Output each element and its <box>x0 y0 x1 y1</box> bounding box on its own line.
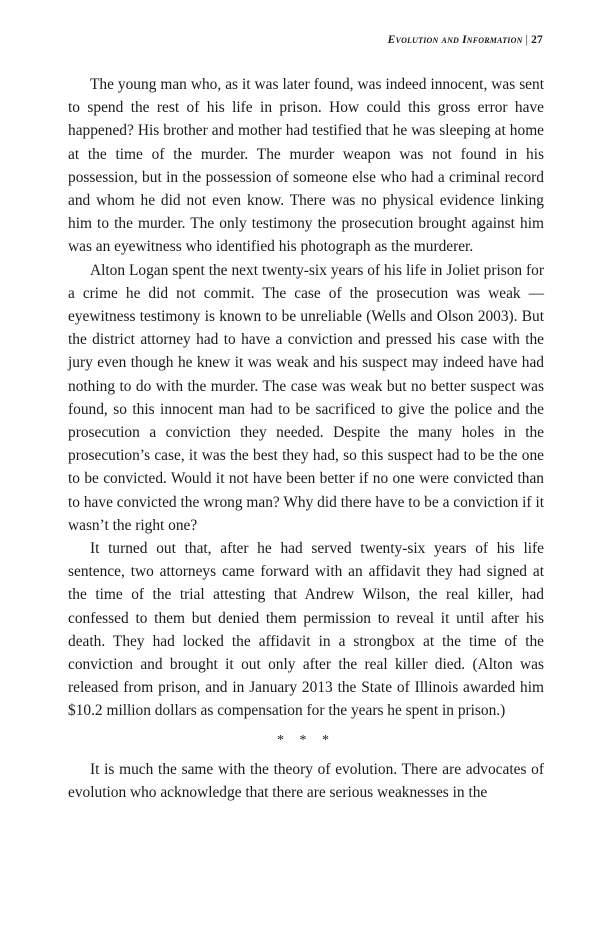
paragraph-4: It is much the same with the theory of evolution. There are advocates of evolution who acknowledge that there are serious weaknesses in the <box>68 760 544 801</box>
body-text <box>68 73 544 804</box>
paragraph-3: It turned out that, after he had served twenty-six years of his life sentence, two attorneys came forward with an affidavit they had signed at the time of the trial attesting that Andrew Wilson, the real killer, had confessed to them but denied them permission to reveal it until after his death. They had locked the affidavit in a strongbox at the time of the conviction and brought it out only after the real killer died. (Alton was released from prison, and in January 2013 the State of Illinois awarded him $10.2 million dollars as compensation for the years he spent in prison.) <box>68 540 544 720</box>
page-number: 27 <box>531 34 543 46</box>
section-break: * * * <box>277 732 335 748</box>
paragraph-1: The young man who, as it was later found, was indeed innocent, was sent to spend the rest of his life in prison. How could this gross error have happened? His brother and mother had testified that he was sleeping at home at the time of the murder. The murder weapon was not found in his possession, but in the possession of someone else who had a criminal record and whom he did not even know. There was no physical evidence linking him to the murder. The only testimony the prosecution brought against him was an eyewitness who identified his photograph as the murderer. <box>68 76 544 256</box>
running-title: Evolution and Information <box>387 34 523 46</box>
paragraph-2: Alton Logan spent the next twenty-six years of his life in Joliet prison for a crime he did not commit. The case of the prosecution was weak — eyewitness testimony is known to be unreliable (Wells and Olson 2003). But the district attorney had to have a conviction and pressed his case with the jury even though he knew it was weak and his suspect may indeed have had nothing to do with the murder. The case was weak but no better suspect was found, so this innocent man had to be sacrificed to give the police and the prosecution a conviction they needed. Despite the many holes in the prosecution’s case, it was the best they had, so this suspect had to be the one to be convicted. Would it not have been better if no one were convicted than to have convicted the wrong man? Why did there have to be a conviction if it wasn’t the right one? <box>68 261 544 534</box>
running-head <box>388 34 543 46</box>
header-separator: | <box>525 34 529 46</box>
